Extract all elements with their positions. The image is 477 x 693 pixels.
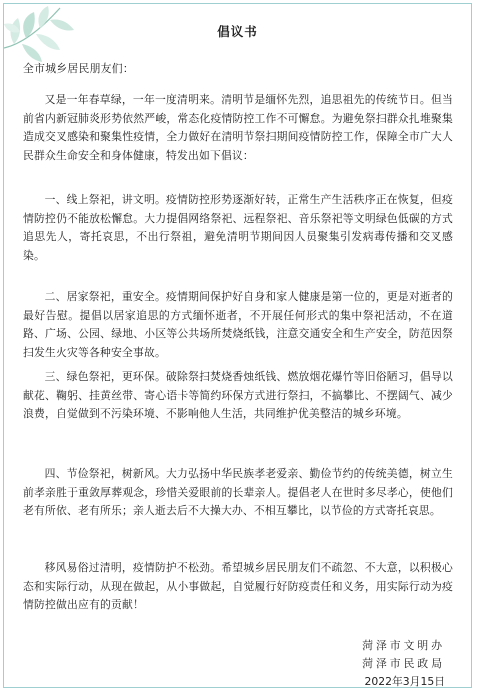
greeting: 全市城乡居民朋友们： bbox=[23, 62, 134, 75]
closing-paragraph: 移风易俗过清明，疫情防护不松劲。希望城乡居民朋友们不疏忽、不大意，以积极心态和实际行动，从现在做起，从小事做起，自觉履行好防疫责任和义务，用实际行动为疫情防控做出应有的贡献！ bbox=[23, 561, 453, 612]
proposal-4-paragraph: 四、节俭祭祀，树新风。大力弘扬中华民族孝老爱亲、勤俭节约的传统美德，树立生前孝亲胜于重敛厚葬观念，珍惜关爱眼前的长辈亲人。提倡老人在世时多尽孝心，使他们老有所依、老有所乐；亲人逝去后不大操大办、不相互攀比，以节俭的方式寄托哀思。 bbox=[23, 467, 453, 518]
proposal-3-paragraph: 三、绿色祭祀，更环保。破除祭扫焚烧香烛纸钱、燃放烟花爆竹等旧俗陋习，倡导以献花、鞠躬、挂黄丝带、寄心语卡等简约环保方式进行祭扫，不搞攀比、不摆阔气、减少浪费，自觉做到不污染环境、不影响他人生活，共同维护优美整洁的城乡环境。 bbox=[23, 370, 453, 421]
proposal-2-paragraph: 二、居家祭祀，重安全。疫情期间保护好自身和家人健康是第一位的，更是对逝者的最好告慰。提倡以居家追思的方式缅怀逝者，不开展任何形式的集中祭祀活动，不在道路、广场、公园、绿地、小区等公共场所焚烧纸钱，注意交通安全和生产安全，防范因祭扫发生火灾等各种安全事故。 bbox=[23, 290, 453, 359]
signature-org-1: 菏泽市文明办 bbox=[362, 639, 445, 652]
signature-block bbox=[362, 637, 445, 688]
intro-paragraph: 又是一年春草绿，一年一度清明来。清明节是缅怀先烈，追思祖先的传统节日。但当前省内新冠肺炎形势依然严峻，常态化疫情防控工作不可懈怠。为避免祭扫群众扎堆聚集造成交叉感染和聚集性疫情，全力做好在清明节祭扫期间疫情防控工作，保障全市广大人民群众生命安全和身体健康，特发出如下倡议： bbox=[23, 93, 453, 162]
signature-date: 2022年3月15日 bbox=[364, 675, 445, 688]
signature-org-2: 菏泽市民政局 bbox=[362, 657, 445, 670]
document-frame bbox=[3, 3, 472, 688]
document-title: 倡议书 bbox=[217, 24, 258, 39]
proposal-1-paragraph: 一、线上祭祀，讲文明。疫情防控形势逐渐好转，正常生产生活秩序正在恢复，但疫情防控仍不能放松懈怠。大力提倡网络祭祀、远程祭祀、音乐祭祀等文明绿色低碳的方式追思先人，寄托哀思，不出行祭祖，避免清明节期间因人员聚集引发病毒传播和交叉感染。 bbox=[23, 193, 453, 262]
